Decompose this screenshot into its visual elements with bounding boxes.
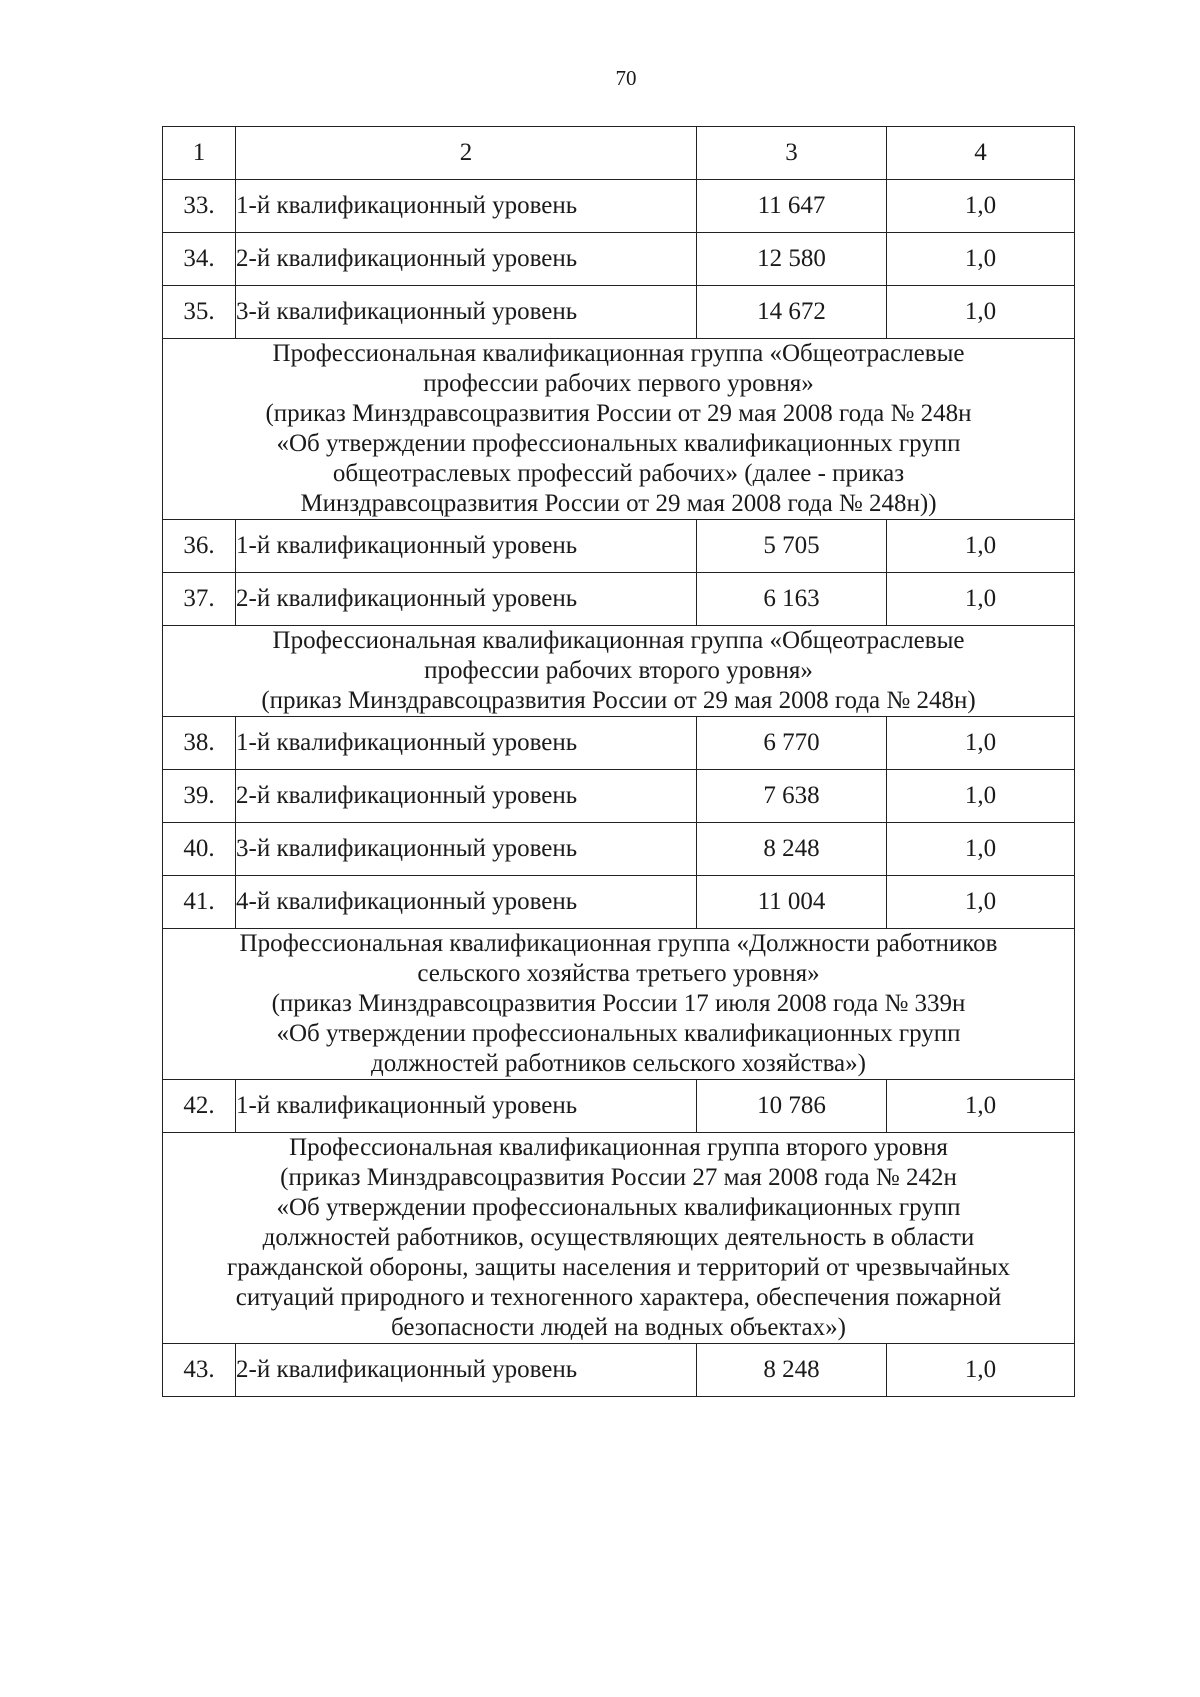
group-heading-line: общеотраслевых профессий рабочих» (далее - приказ (332, 460, 905, 487)
group-heading-line: должностей работников сельского хозяйства») (371, 1050, 866, 1077)
group-heading-line: «Об утверждении профессиональных квалификационных групп (276, 430, 961, 457)
row-number-cell: 39. (163, 770, 236, 823)
row-salary-value-cell: 7 638 (697, 770, 887, 823)
row-coefficient-cell: 1,0 (887, 573, 1075, 626)
group-heading-line: профессии рабочих второго уровня» (424, 657, 813, 684)
row-salary-value-cell: 8 248 (697, 1344, 887, 1397)
row-level-name-cell: 1-й квалификационный уровень (236, 717, 697, 770)
row-level-name-cell: 2-й квалификационный уровень (236, 233, 697, 286)
row-coefficient-cell: 1,0 (887, 770, 1075, 823)
group-heading-line: Минздравсоцразвития России от 29 мая 2008 года № 248н)) (300, 490, 937, 517)
table-row (163, 1080, 1075, 1133)
table-row (163, 1344, 1075, 1397)
group-heading-line: Профессиональная квалификационная группа «Общеотраслевые (272, 340, 965, 367)
group-heading-line: Профессиональная квалификационная группа второго уровня (289, 1134, 948, 1161)
table-row (163, 876, 1075, 929)
row-level-name-cell: 2-й квалификационный уровень (236, 573, 697, 626)
group-heading-line: (приказ Минздравсоцразвития России от 29 мая 2008 года № 248н) (261, 687, 976, 714)
row-coefficient-cell: 1,0 (887, 717, 1075, 770)
group-heading-line: (приказ Минздравсоцразвития России 17 июля 2008 года № 339н (271, 990, 966, 1017)
table-header-row (163, 127, 1075, 180)
row-level-name-cell: 1-й квалификационный уровень (236, 180, 697, 233)
group-heading-line: Профессиональная квалификационная группа «Общеотраслевые (272, 627, 965, 654)
group-heading-line: «Об утверждении профессиональных квалификационных групп (276, 1020, 961, 1047)
row-salary-value-cell: 8 248 (697, 823, 887, 876)
row-salary-value-cell: 12 580 (697, 233, 887, 286)
row-coefficient-cell: 1,0 (887, 286, 1075, 339)
row-number-cell: 33. (163, 180, 236, 233)
row-level-name-cell: 2-й квалификационный уровень (236, 1344, 697, 1397)
row-number-cell: 35. (163, 286, 236, 339)
table-row (163, 573, 1075, 626)
page-number: 70 (615, 66, 637, 90)
group-heading-line: «Об утверждении профессиональных квалификационных групп (276, 1194, 961, 1221)
row-level-name-cell: 1-й квалификационный уровень (236, 520, 697, 573)
header-cell-3: 3 (697, 127, 887, 180)
table-row (163, 180, 1075, 233)
table-row (163, 717, 1075, 770)
header-cell-1: 1 (163, 127, 236, 180)
group-heading-cell (163, 339, 1075, 520)
group-heading-line: сельского хозяйства третьего уровня» (417, 960, 820, 987)
group-heading-row (163, 339, 1075, 520)
group-heading-cell (163, 626, 1075, 717)
salary-table (162, 126, 1075, 1397)
row-level-name-cell: 1-й квалификационный уровень (236, 1080, 697, 1133)
group-heading-line: ситуаций природного и техногенного характера, обеспечения пожарной (235, 1284, 1002, 1311)
row-number-cell: 41. (163, 876, 236, 929)
row-salary-value-cell: 11 004 (697, 876, 887, 929)
table-row (163, 233, 1075, 286)
table-body (163, 127, 1075, 1397)
row-salary-value-cell: 11 647 (697, 180, 887, 233)
row-coefficient-cell: 1,0 (887, 1080, 1075, 1133)
row-number-cell: 42. (163, 1080, 236, 1133)
row-coefficient-cell: 1,0 (887, 1344, 1075, 1397)
group-heading-line: Профессиональная квалификационная группа «Должности работников (239, 930, 998, 957)
row-level-name-cell: 2-й квалификационный уровень (236, 770, 697, 823)
row-salary-value-cell: 14 672 (697, 286, 887, 339)
row-salary-value-cell: 10 786 (697, 1080, 887, 1133)
group-heading-line: гражданской обороны, защиты населения и территорий от чрезвычайных (226, 1254, 1011, 1281)
group-heading-line: профессии рабочих первого уровня» (423, 370, 814, 397)
group-heading-line: должностей работников, осуществляющих деятельность в области (262, 1224, 975, 1251)
row-coefficient-cell: 1,0 (887, 823, 1075, 876)
group-heading-cell (163, 1133, 1075, 1344)
row-salary-value-cell: 6 163 (697, 573, 887, 626)
row-coefficient-cell: 1,0 (887, 520, 1075, 573)
row-salary-value-cell: 6 770 (697, 717, 887, 770)
group-heading-line: безопасности людей на водных объектах») (391, 1314, 846, 1341)
group-heading-row (163, 626, 1075, 717)
row-coefficient-cell: 1,0 (887, 233, 1075, 286)
row-number-cell: 34. (163, 233, 236, 286)
header-cell-2: 2 (236, 127, 697, 180)
row-number-cell: 37. (163, 573, 236, 626)
table-row (163, 823, 1075, 876)
row-level-name-cell: 3-й квалификационный уровень (236, 286, 697, 339)
header-cell-4: 4 (887, 127, 1075, 180)
table-row (163, 520, 1075, 573)
row-number-cell: 43. (163, 1344, 236, 1397)
row-coefficient-cell: 1,0 (887, 180, 1075, 233)
group-heading-line: (приказ Минздравсоцразвития России 27 мая 2008 года № 242н (280, 1164, 957, 1191)
row-number-cell: 36. (163, 520, 236, 573)
row-salary-value-cell: 5 705 (697, 520, 887, 573)
row-number-cell: 38. (163, 717, 236, 770)
group-heading-line: (приказ Минздравсоцразвития России от 29 мая 2008 года № 248н (265, 400, 972, 427)
row-coefficient-cell: 1,0 (887, 876, 1075, 929)
row-number-cell: 40. (163, 823, 236, 876)
table-row (163, 286, 1075, 339)
group-heading-row (163, 1133, 1075, 1344)
group-heading-cell (163, 929, 1075, 1080)
group-heading-row (163, 929, 1075, 1080)
row-level-name-cell: 3-й квалификационный уровень (236, 823, 697, 876)
table-row (163, 770, 1075, 823)
row-level-name-cell: 4-й квалификационный уровень (236, 876, 697, 929)
